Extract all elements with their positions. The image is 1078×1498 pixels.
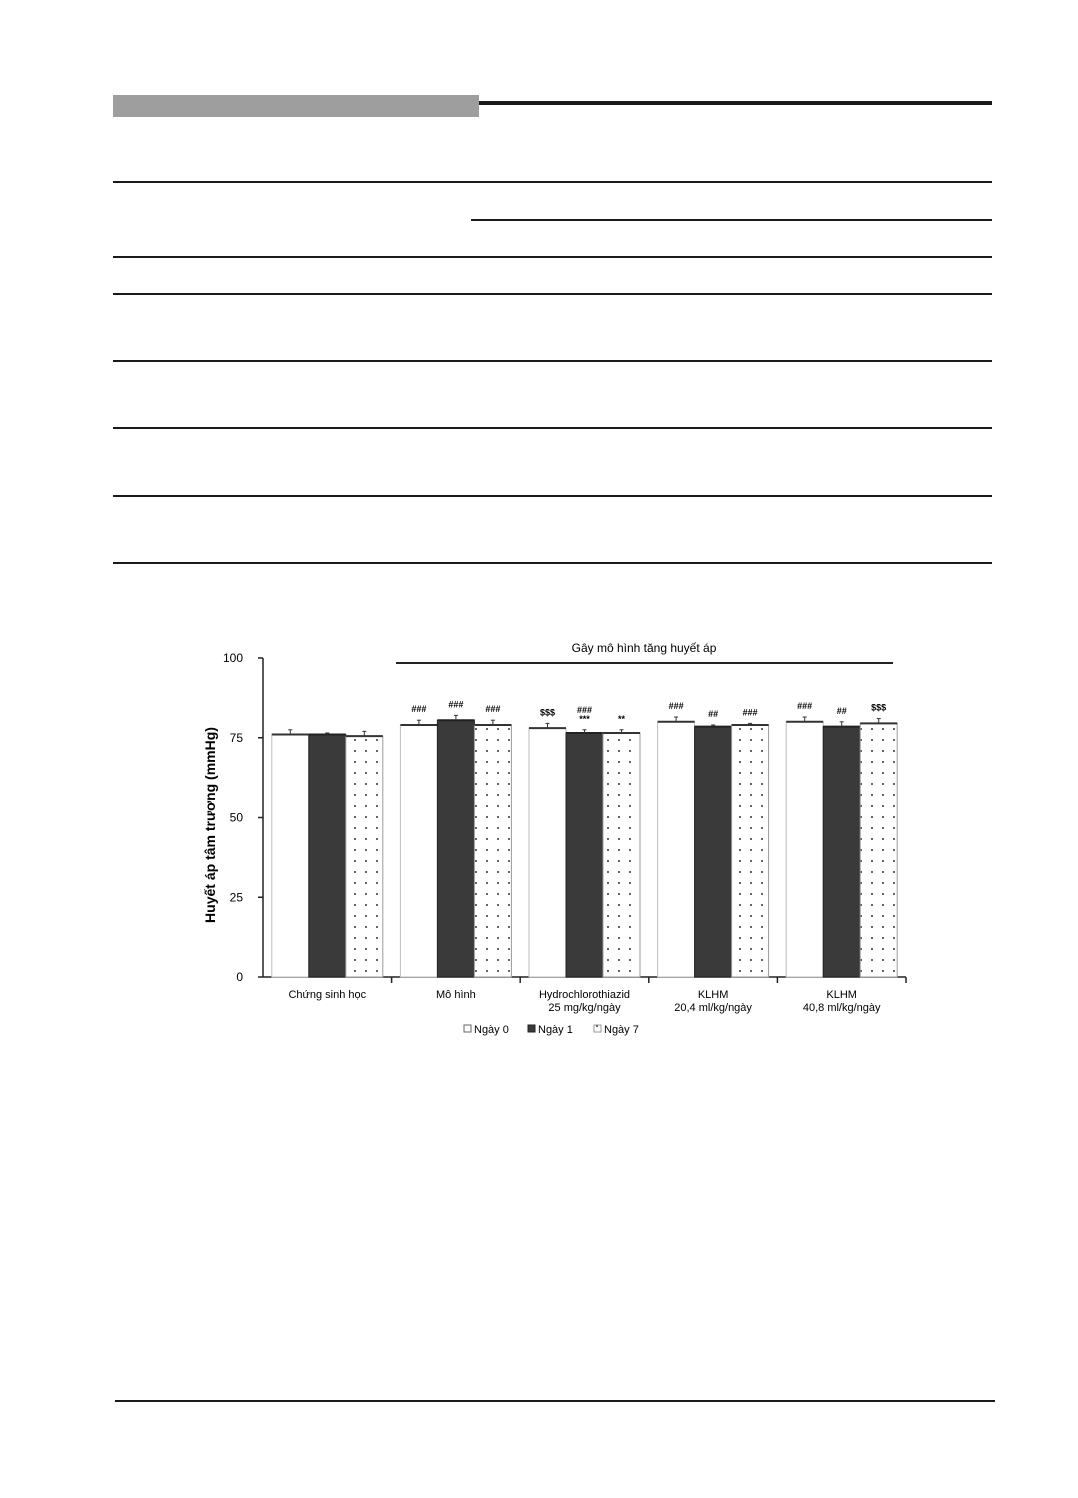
y-tick-label: 75 [229,730,243,745]
legend-swatch [594,1025,601,1032]
x-category-label: Chứng sinh học [288,989,367,1001]
significance-label: $$$ [871,702,887,713]
bar-ngày-0 [529,728,566,977]
significance-label: ** [617,713,626,724]
bar-ngày-7 [346,736,383,977]
y-tick-label: 100 [222,651,243,665]
significance-label: $$$ [539,707,556,718]
y-tick-label: 0 [236,970,243,984]
bar-ngày-0 [272,735,309,977]
y-axis-label: Huyết áp tâm trương (mmHg) [202,727,218,923]
significance-label: ### [485,704,501,715]
significance-label: *** [579,713,590,724]
bar-ngày-1 [309,735,346,977]
legend-label: Ngày 1 [538,1024,573,1036]
x-category-label: Hydrochlorothiazid [538,989,631,1001]
significance-label: ### [797,701,813,712]
significance-label: ### [448,699,464,710]
bar-ngày-7 [474,725,511,977]
significance-label: ## [836,705,847,716]
bar-ngày-7 [732,725,769,977]
x-category-label: Mô hình [436,989,476,1001]
x-category-label: 25 mg/kg/ngày [548,1002,621,1014]
legend-swatch [528,1025,535,1032]
bar-ngày-7 [860,723,897,977]
x-category-label: 20,4 ml/kg/ngày [674,1002,752,1014]
bar-ngày-1 [566,733,603,977]
significance-label: ### [742,707,758,718]
bar-ngày-0 [658,722,695,977]
legend [464,1024,639,1036]
legend-label: Ngày 7 [604,1024,639,1036]
x-category-label: KLHM [826,989,857,1001]
significance-label: ## [708,708,719,719]
significance-label: ### [576,704,593,715]
x-labels [288,989,881,1014]
chart-title: Gây mô hình tăng huyết áp [571,641,717,655]
x-category-label: KLHM [697,989,729,1001]
y-tick-label: 25 [229,890,243,905]
y-tick-label: 50 [229,810,243,825]
bar-ngày-7 [603,733,640,977]
bar-ngày-0 [786,722,823,977]
legend-swatch [464,1025,471,1032]
bar-ngày-1 [437,720,474,977]
bar-ngày-0 [400,725,437,977]
significance-label: ### [411,704,427,715]
bar-ngày-1 [695,727,732,977]
bar-ngày-1 [823,727,860,977]
legend-label: Ngày 0 [474,1024,509,1036]
bars [272,715,897,977]
significance-annotations [411,699,886,723]
y-ticks [223,651,263,984]
significance-label: ### [668,701,684,712]
x-category-label: 40,8 ml/kg/ngày [802,1002,881,1014]
